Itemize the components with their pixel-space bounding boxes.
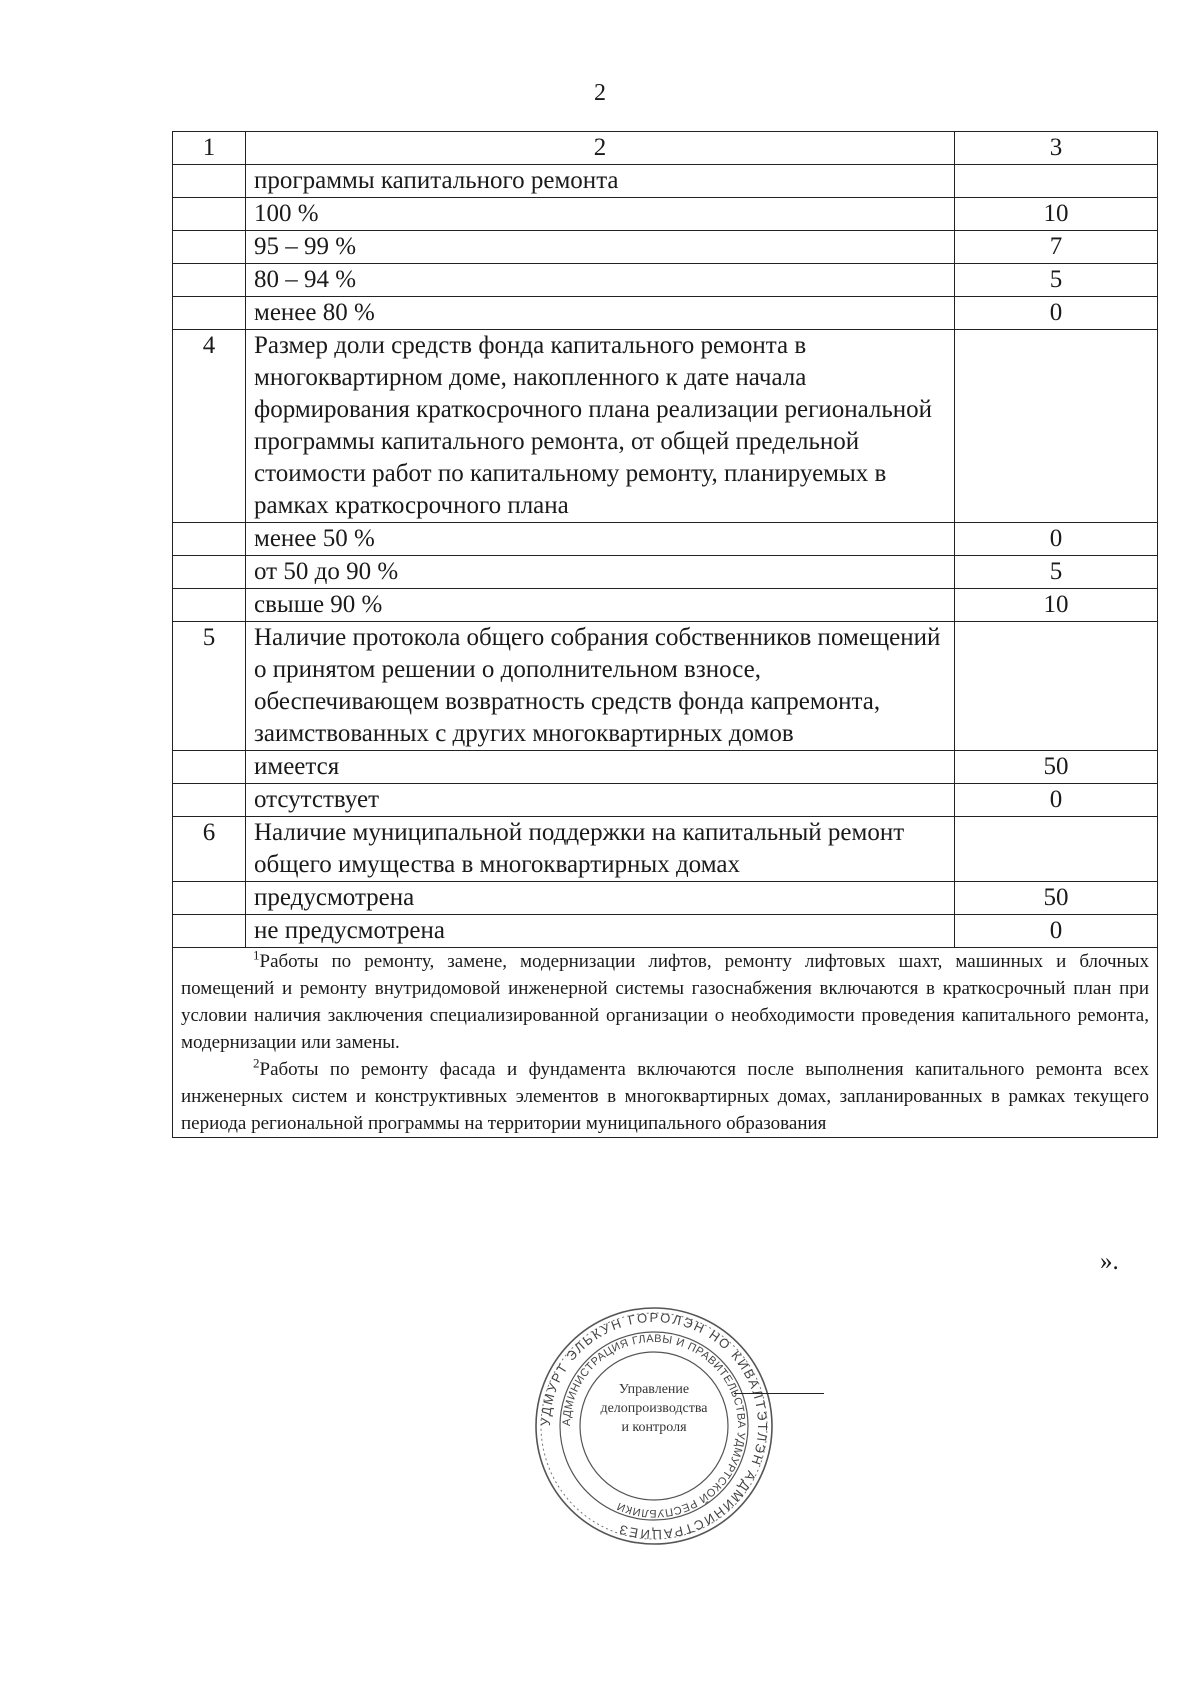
footnote-text: Работы по ремонту фасада и фундамента включаются после выполнения капитального ремонта всех инженерных систем и конструктивных элементов в многоквартирных домах, запланированных в рамках текущего периода региональной программы на территории муниципального образования: [181, 1059, 1149, 1134]
table-row: [173, 523, 1158, 556]
table-row: [173, 264, 1158, 297]
row-number-cell: [173, 556, 246, 589]
table-row: [173, 297, 1158, 330]
score-cell: 10: [955, 198, 1158, 231]
score-cell: [955, 165, 1158, 198]
closing-quote: ».: [1100, 1248, 1119, 1275]
page-number: 2: [594, 80, 606, 106]
seal-outer-text: УДМУРТ ЭЛЬКУН ГОРОЛЭН НО КИВАЛТЭТЛЭН АДМИНИСТРАЦИЕЗ: [537, 1309, 771, 1543]
criterion-text-cell: от 50 до 90 %: [246, 556, 955, 589]
score-cell: 5: [955, 264, 1158, 297]
footnote-mark: 2: [253, 1055, 260, 1071]
table-row: [173, 165, 1158, 198]
row-number-cell: [173, 589, 246, 622]
criterion-text-cell: менее 80 %: [246, 297, 955, 330]
signature-line: [734, 1393, 824, 1394]
table-header-row: [173, 132, 1158, 165]
table-row: [173, 198, 1158, 231]
table-row: [173, 915, 1158, 948]
criterion-text-cell: менее 50 %: [246, 523, 955, 556]
table-row: [173, 556, 1158, 589]
row-number-cell: [173, 751, 246, 784]
footnotes-cell: [173, 948, 1158, 1138]
seal-center-line: и контроля: [621, 1420, 687, 1435]
criterion-text-cell: Наличие муниципальной поддержки на капитальный ремонт общего имущества в многоквартирных домах: [246, 817, 955, 882]
criterion-text-cell: Размер доли средств фонда капитального ремонта в многоквартирном доме, накопленного к дате начала формирования краткосрочного плана реализации региональной программы капитального ремонта, от общей предельной стоимости работ по капитальному ремонту, планируемых в рамках краткосрочного плана: [246, 330, 955, 523]
score-cell: 0: [955, 297, 1158, 330]
row-number-cell: [173, 198, 246, 231]
row-number-cell: [173, 231, 246, 264]
criterion-text-cell: программы капитального ремонта: [246, 165, 955, 198]
table-row: [173, 231, 1158, 264]
row-number-cell: 5: [173, 622, 246, 751]
table-row: [173, 622, 1158, 751]
row-number-cell: [173, 882, 246, 915]
seal-center-text: [590, 1380, 718, 1437]
header-cell-3: 3: [955, 132, 1158, 165]
header-cell-2: 2: [246, 132, 955, 165]
row-number-cell: [173, 264, 246, 297]
row-number-cell: [173, 523, 246, 556]
criteria-table: [172, 131, 1158, 1138]
footnotes-row: [173, 948, 1158, 1138]
row-number-cell: [173, 915, 246, 948]
score-cell: 5: [955, 556, 1158, 589]
table-row: [173, 817, 1158, 882]
seal-middle-text: АДМИНИСТРАЦИЯ ГЛАВЫ И ПРАВИТЕЛЬСТВА УДМУРТСКОЙ РЕСПУБЛИКИ: [560, 1332, 748, 1520]
row-number-cell: 6: [173, 817, 246, 882]
footnote-text: Работы по ремонту, замене, модернизации лифтов, ремонту лифтовых шахт, машинных и блочных помещений и ремонту внутридомовой инженерной системы газоснабжения включаются в краткосрочный план при условии наличия заключения специализированной организации о необходимости проведения капитального ремонта, модернизации или замены.: [181, 951, 1149, 1053]
score-cell: [955, 330, 1158, 523]
table-row: [173, 882, 1158, 915]
seal-center-line: делопроизводства: [600, 1401, 708, 1416]
table-row: [173, 330, 1158, 523]
criterion-text-cell: 95 – 99 %: [246, 231, 955, 264]
score-cell: 10: [955, 589, 1158, 622]
criterion-text-cell: Наличие протокола общего собрания собственников помещений о принятом решении о дополнительном взносе, обеспечивающем возвратность средств фонда капремонта, заимствованных с других многоквартирных домов: [246, 622, 955, 751]
table-row: [173, 589, 1158, 622]
score-cell: 7: [955, 231, 1158, 264]
footnote: [181, 948, 1149, 1056]
criterion-text-cell: 80 – 94 %: [246, 264, 955, 297]
criterion-text-cell: предусмотрена: [246, 882, 955, 915]
row-number-cell: [173, 784, 246, 817]
criterion-text-cell: свыше 90 %: [246, 589, 955, 622]
row-number-cell: [173, 165, 246, 198]
score-cell: 0: [955, 784, 1158, 817]
table-row: [173, 751, 1158, 784]
criterion-text-cell: не предусмотрена: [246, 915, 955, 948]
score-cell: 50: [955, 751, 1158, 784]
score-cell: 50: [955, 882, 1158, 915]
row-number-cell: [173, 297, 246, 330]
criterion-text-cell: имеется: [246, 751, 955, 784]
score-cell: 0: [955, 915, 1158, 948]
footnote-mark: 1: [253, 947, 260, 963]
header-cell-1: 1: [173, 132, 246, 165]
score-cell: [955, 622, 1158, 751]
table-row: [173, 784, 1158, 817]
score-cell: [955, 817, 1158, 882]
seal-center-line: Управление: [618, 1382, 690, 1397]
score-cell: 0: [955, 523, 1158, 556]
footnote: [181, 1056, 1149, 1137]
criterion-text-cell: отсутствует: [246, 784, 955, 817]
row-number-cell: 4: [173, 330, 246, 523]
criterion-text-cell: 100 %: [246, 198, 955, 231]
